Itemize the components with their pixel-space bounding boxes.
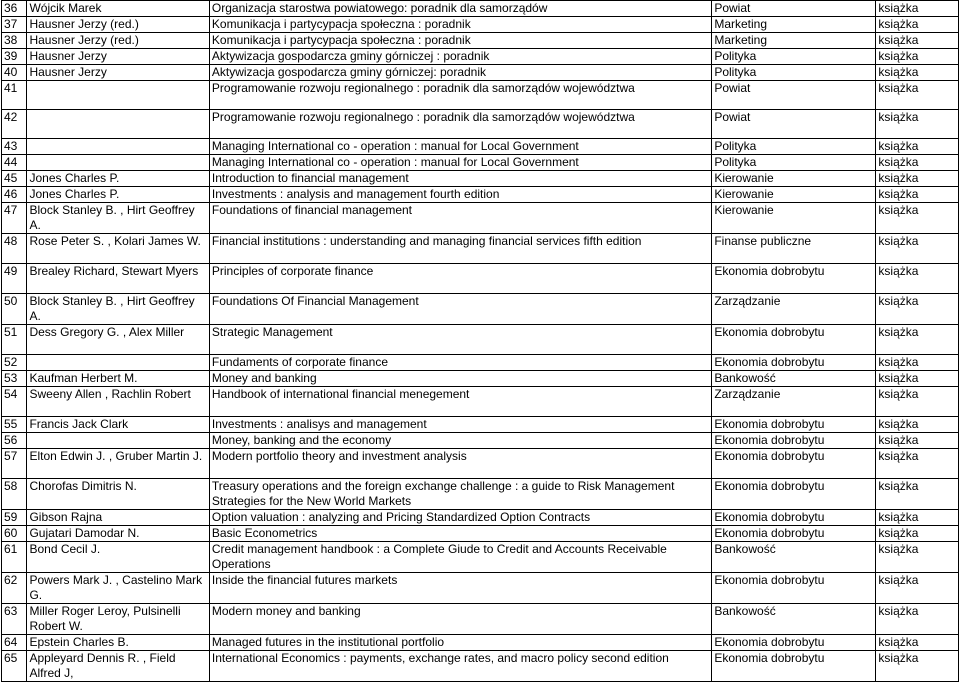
row-number: 56 [2, 433, 27, 449]
table-row [2, 203, 959, 234]
type-cell: książka [876, 49, 959, 65]
type-cell: książka [876, 526, 959, 542]
author-cell: Gujatari Damodar N. [27, 526, 209, 542]
author-cell: Chorofas Dimitris N. [27, 479, 209, 510]
type-cell: książka [876, 325, 959, 355]
author-cell: Dess Gregory G. , Alex Miller [27, 325, 209, 355]
title-cell: Option valuation : analyzing and Pricing Standardized Option Contracts [209, 510, 711, 526]
row-number: 45 [2, 171, 27, 187]
row-number: 53 [2, 371, 27, 387]
type-cell: książka [876, 433, 959, 449]
author-cell [27, 81, 209, 110]
category-cell: Bankowość [712, 604, 876, 635]
table-row [2, 635, 959, 651]
type-cell: książka [876, 187, 959, 203]
row-number: 47 [2, 203, 27, 234]
title-cell: Managing International co - operation : manual for Local Government [209, 155, 711, 171]
title-cell: Modern money and banking [209, 604, 711, 635]
type-cell: książka [876, 110, 959, 139]
type-cell: książka [876, 81, 959, 110]
table-row [2, 604, 959, 635]
row-number: 38 [2, 33, 27, 49]
type-cell: książka [876, 371, 959, 387]
author-cell: Hausner Jerzy [27, 65, 209, 81]
type-cell: książka [876, 294, 959, 325]
row-number: 48 [2, 234, 27, 264]
title-cell: Money, banking and the economy [209, 433, 711, 449]
category-cell: Finanse publiczne [712, 234, 876, 264]
category-cell: Marketing [712, 17, 876, 33]
type-cell: książka [876, 65, 959, 81]
category-cell: Ekonomia dobrobytu [712, 635, 876, 651]
title-cell: Credit management handbook : a Complete Giude to Credit and Accounts Receivable Operations [209, 542, 711, 573]
author-cell: Francis Jack Clark [27, 417, 209, 433]
type-cell: książka [876, 449, 959, 479]
author-cell [27, 155, 209, 171]
row-number: 58 [2, 479, 27, 510]
table-row [2, 187, 959, 203]
title-cell: Basic Econometrics [209, 526, 711, 542]
title-cell: Foundations Of Financial Management [209, 294, 711, 325]
table-row [2, 139, 959, 155]
title-cell: Introduction to financial management [209, 171, 711, 187]
category-cell: Kierowanie [712, 203, 876, 234]
author-cell: Elton Edwin J. , Gruber Martin J. [27, 449, 209, 479]
row-number: 52 [2, 355, 27, 371]
table-row [2, 542, 959, 573]
table-row [2, 110, 959, 139]
title-cell: Aktywizacja gospodarcza gminy górniczej: poradnik [209, 65, 711, 81]
type-cell: książka [876, 510, 959, 526]
row-number: 37 [2, 17, 27, 33]
category-cell: Ekonomia dobrobytu [712, 573, 876, 604]
row-number: 59 [2, 510, 27, 526]
row-number: 65 [2, 651, 27, 682]
table-row [2, 355, 959, 371]
row-number: 39 [2, 49, 27, 65]
title-cell: Komunikacja i partycypacja społeczna : poradnik [209, 17, 711, 33]
type-cell: książka [876, 542, 959, 573]
author-cell [27, 433, 209, 449]
row-number: 43 [2, 139, 27, 155]
type-cell: książka [876, 573, 959, 604]
author-cell: Block Stanley B. , Hirt Geoffrey A. [27, 294, 209, 325]
category-cell: Ekonomia dobrobytu [712, 479, 876, 510]
row-number: 63 [2, 604, 27, 635]
title-cell: Programowanie rozwoju regionalnego : poradnik dla samorządów województwa [209, 110, 711, 139]
table-row [2, 81, 959, 110]
category-cell: Ekonomia dobrobytu [712, 433, 876, 449]
type-cell: książka [876, 264, 959, 294]
category-cell: Ekonomia dobrobytu [712, 526, 876, 542]
author-cell: Bond Cecil J. [27, 542, 209, 573]
row-number: 61 [2, 542, 27, 573]
title-cell: Managed futures in the institutional portfolio [209, 635, 711, 651]
row-number: 41 [2, 81, 27, 110]
table-row [2, 234, 959, 264]
category-cell: Polityka [712, 155, 876, 171]
category-cell: Powiat [712, 110, 876, 139]
author-cell [27, 110, 209, 139]
title-cell: Managing International co - operation : manual for Local Government [209, 139, 711, 155]
type-cell: książka [876, 417, 959, 433]
category-cell: Bankowość [712, 371, 876, 387]
author-cell: Kaufman Herbert M. [27, 371, 209, 387]
category-cell: Bankowość [712, 542, 876, 573]
table-row [2, 294, 959, 325]
table-row [2, 171, 959, 187]
category-cell: Ekonomia dobrobytu [712, 449, 876, 479]
table-row [2, 155, 959, 171]
title-cell: Financial institutions : understanding and managing financial services fifth edition [209, 234, 711, 264]
author-cell: Gibson Rajna [27, 510, 209, 526]
category-cell: Polityka [712, 65, 876, 81]
author-cell: Hausner Jerzy [27, 49, 209, 65]
table-body [2, 1, 959, 682]
title-cell: Aktywizacja gospodarcza gminy górniczej : poradnik [209, 49, 711, 65]
row-number: 50 [2, 294, 27, 325]
type-cell: książka [876, 651, 959, 682]
author-cell: Sweeny Allen , Rachlin Robert [27, 387, 209, 417]
title-cell: Komunikacja i partycypacja społeczna : poradnik [209, 33, 711, 49]
title-cell: Organizacja starostwa powiatowego: poradnik dla samorządów [209, 1, 711, 17]
author-cell: Epstein Charles B. [27, 635, 209, 651]
author-cell: Powers Mark J. , Castelino Mark G. [27, 573, 209, 604]
author-cell: Appleyard Dennis R. , Field Alfred J, [27, 651, 209, 682]
category-cell: Ekonomia dobrobytu [712, 264, 876, 294]
category-cell: Kierowanie [712, 187, 876, 203]
row-number: 57 [2, 449, 27, 479]
category-cell: Ekonomia dobrobytu [712, 510, 876, 526]
row-number: 51 [2, 325, 27, 355]
table-row [2, 371, 959, 387]
table-row [2, 65, 959, 81]
title-cell: Foundations of financial management [209, 203, 711, 234]
author-cell: Brealey Richard, Stewart Myers [27, 264, 209, 294]
type-cell: książka [876, 139, 959, 155]
title-cell: Handbook of international financial menegement [209, 387, 711, 417]
title-cell: Modern portfolio theory and investment analysis [209, 449, 711, 479]
row-number: 62 [2, 573, 27, 604]
author-cell [27, 355, 209, 371]
row-number: 46 [2, 187, 27, 203]
author-cell: Miller Roger Leroy, Pulsinelli Robert W. [27, 604, 209, 635]
title-cell: Treasury operations and the foreign exchange challenge : a guide to Risk Management Strategies for the New World Markets [209, 479, 711, 510]
type-cell: książka [876, 234, 959, 264]
table-row [2, 433, 959, 449]
type-cell: książka [876, 604, 959, 635]
type-cell: książka [876, 479, 959, 510]
category-cell: Zarządzanie [712, 294, 876, 325]
row-number: 44 [2, 155, 27, 171]
row-number: 60 [2, 526, 27, 542]
table-row [2, 526, 959, 542]
author-cell [27, 139, 209, 155]
title-cell: Fundaments of corporate finance [209, 355, 711, 371]
author-cell: Jones Charles P. [27, 171, 209, 187]
book-table [1, 0, 959, 682]
table-row [2, 387, 959, 417]
type-cell: książka [876, 171, 959, 187]
table-row [2, 1, 959, 17]
category-cell: Polityka [712, 139, 876, 155]
table-row [2, 510, 959, 526]
title-cell: Money and banking [209, 371, 711, 387]
title-cell: Inside the financial futures markets [209, 573, 711, 604]
category-cell: Ekonomia dobrobytu [712, 325, 876, 355]
type-cell: książka [876, 1, 959, 17]
table-row [2, 417, 959, 433]
author-cell: Jones Charles P. [27, 187, 209, 203]
title-cell: Principles of corporate finance [209, 264, 711, 294]
row-number: 54 [2, 387, 27, 417]
row-number: 40 [2, 65, 27, 81]
category-cell: Powiat [712, 81, 876, 110]
author-cell: Rose Peter S. , Kolari James W. [27, 234, 209, 264]
category-cell: Polityka [712, 49, 876, 65]
row-number: 42 [2, 110, 27, 139]
type-cell: książka [876, 33, 959, 49]
table-row [2, 573, 959, 604]
row-number: 49 [2, 264, 27, 294]
table-row [2, 651, 959, 682]
category-cell: Powiat [712, 1, 876, 17]
table-row [2, 33, 959, 49]
table-row [2, 264, 959, 294]
row-number: 55 [2, 417, 27, 433]
author-cell: Block Stanley B. , Hirt Geoffrey A. [27, 203, 209, 234]
type-cell: książka [876, 387, 959, 417]
category-cell: Kierowanie [712, 171, 876, 187]
type-cell: książka [876, 17, 959, 33]
title-cell: Programowanie rozwoju regionalnego : poradnik dla samorządów województwa [209, 81, 711, 110]
table-row [2, 325, 959, 355]
table-row [2, 449, 959, 479]
category-cell: Zarządzanie [712, 387, 876, 417]
author-cell: Wójcik Marek [27, 1, 209, 17]
category-cell: Ekonomia dobrobytu [712, 355, 876, 371]
row-number: 64 [2, 635, 27, 651]
type-cell: książka [876, 355, 959, 371]
author-cell: Hausner Jerzy (red.) [27, 33, 209, 49]
title-cell: International Economics : payments, exchange rates, and macro policy second edition [209, 651, 711, 682]
title-cell: Strategic Management [209, 325, 711, 355]
title-cell: Investments : analisys and management [209, 417, 711, 433]
category-cell: Ekonomia dobrobytu [712, 417, 876, 433]
type-cell: książka [876, 635, 959, 651]
row-number: 36 [2, 1, 27, 17]
title-cell: Investments : analysis and management fourth edition [209, 187, 711, 203]
table-row [2, 49, 959, 65]
table-row [2, 479, 959, 510]
type-cell: książka [876, 203, 959, 234]
type-cell: książka [876, 155, 959, 171]
table-row [2, 17, 959, 33]
author-cell: Hausner Jerzy (red.) [27, 17, 209, 33]
category-cell: Marketing [712, 33, 876, 49]
category-cell: Ekonomia dobrobytu [712, 651, 876, 682]
